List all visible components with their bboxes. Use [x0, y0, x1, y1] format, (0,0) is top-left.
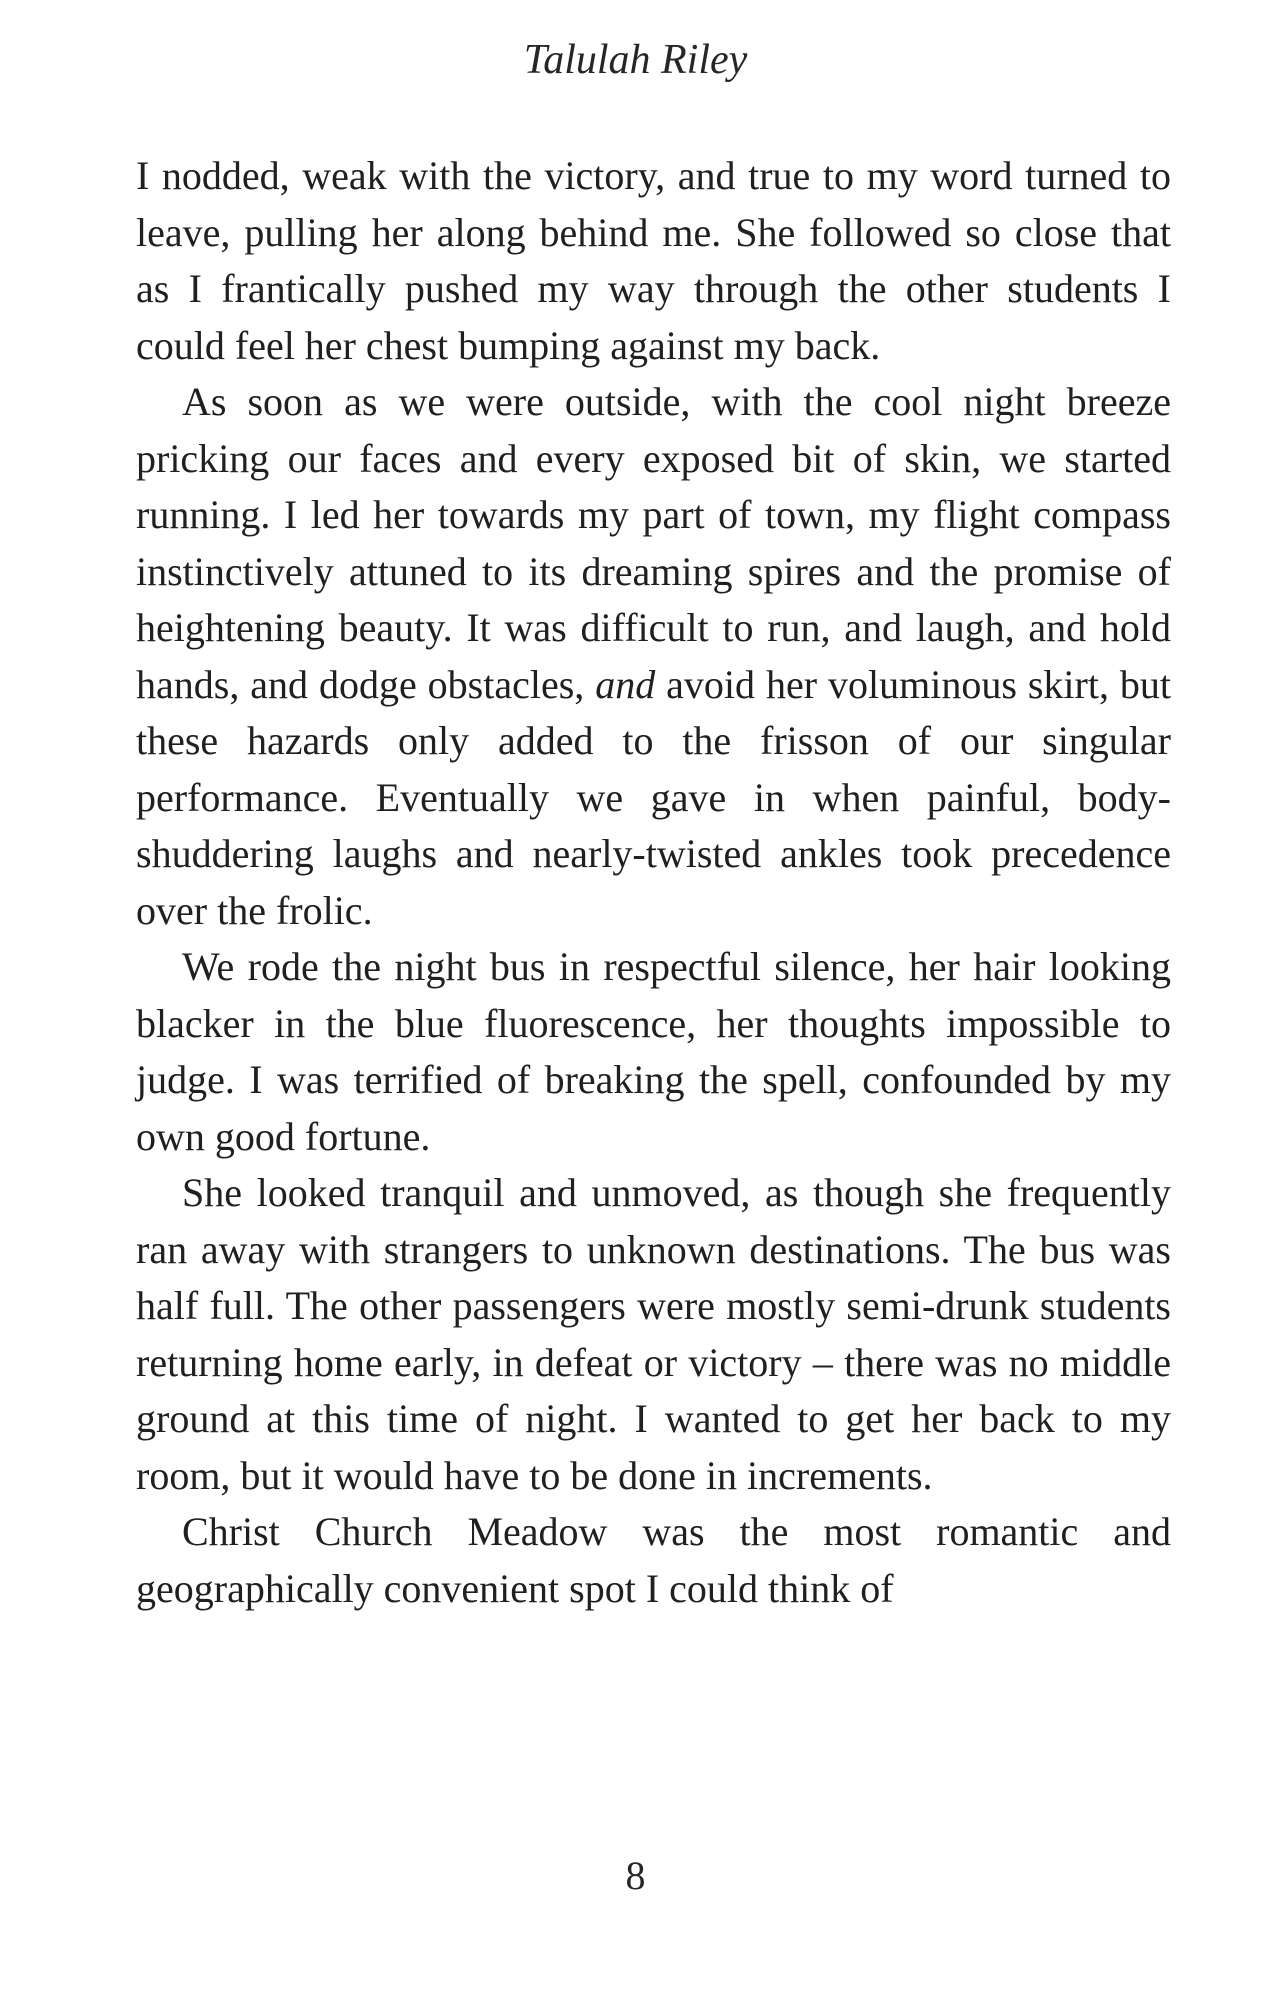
running-head: Talulah Riley — [523, 37, 748, 83]
paragraph-2-before: As soon as we were outside, with the cool night breeze pricking our faces and every exposed bit of skin, we started running. I led her towards my part of town, my flight compass instinctively attuned to its dreaming spires and the promise of heightening beauty. It was difficult to run, and laugh, and hold hands, and dodge obstacles, — [136, 379, 1171, 707]
page-number: 8 — [625, 1853, 646, 1898]
paragraph-2-emphasis: and — [595, 661, 656, 707]
paragraph-2 — [136, 374, 1171, 939]
paragraph-2-after: avoid her voluminous skirt, but these hazards only added to the frisson of our singular performance. Eventually we gave in when painful, body-shuddering laughs and nearly-twisted ankles took precedence over the frolic. — [136, 661, 1171, 933]
paragraph-1: I nodded, weak with the victory, and true to my word turned to leave, pulling her along behind me. She followed so close that as I frantically pushed my way through the other students I could feel her chest bumping against my back. — [136, 153, 1171, 368]
paragraph-4: She looked tranquil and unmoved, as though she frequently ran away with strangers to unknown destinations. The bus was half full. The other passengers were mostly semi-drunk students returning home early, in defeat or victory – there was no middle ground at this time of night. I wanted to get her back to my room, but it would have to be done in increments. — [136, 1170, 1171, 1498]
paragraph-5: Christ Church Meadow was the most romantic and geographically convenient spot I could think of — [136, 1509, 1171, 1611]
paragraph-3: We rode the night bus in respectful silence, her hair looking blacker in the blue fluorescence, her thoughts impossible to judge. I was terrified of breaking the spell, confounded by my own good fortune. — [136, 944, 1171, 1159]
body-text — [136, 148, 1171, 1617]
